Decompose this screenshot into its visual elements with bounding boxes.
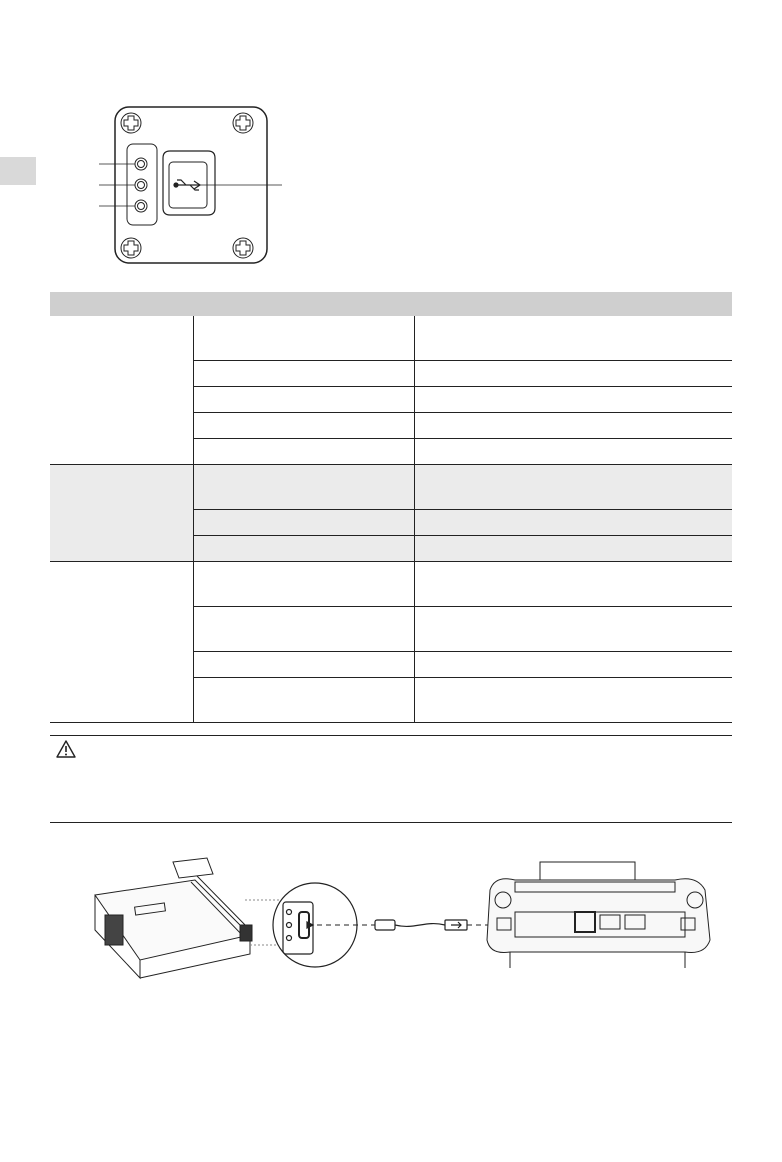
col-header-description (414, 292, 732, 316)
description-cell (414, 413, 732, 439)
description-cell (414, 510, 732, 536)
description-cell (414, 387, 732, 413)
status-cell (193, 465, 414, 510)
status-cell (193, 652, 414, 678)
description-cell (414, 439, 732, 465)
group-label (50, 465, 193, 562)
description-cell (414, 361, 732, 387)
status-cell (193, 678, 414, 723)
status-cell (193, 510, 414, 536)
status-cell (193, 413, 414, 439)
port-panel-diagram (90, 100, 290, 270)
table-header-row (50, 292, 732, 316)
col-header-indicator (50, 292, 193, 316)
description-cell (414, 652, 732, 678)
description-cell (414, 465, 732, 510)
led-status-table (50, 292, 732, 723)
notice-bottom-rule (50, 822, 732, 823)
description-cell (414, 562, 732, 607)
status-cell (193, 607, 414, 652)
status-cell (193, 562, 414, 607)
col-header-status (193, 292, 414, 316)
charging-hub-illustration (95, 858, 252, 978)
connection-figure (85, 850, 725, 985)
table-row (50, 465, 732, 510)
group-label (50, 562, 193, 723)
notice-top-rule (50, 735, 732, 736)
usb-cable-icon (375, 920, 467, 930)
description-cell (414, 607, 732, 652)
table-row (50, 562, 732, 607)
status-cell (193, 361, 414, 387)
language-tab (0, 157, 36, 185)
status-cell (193, 439, 414, 465)
status-cell (193, 536, 414, 562)
warning-triangle-icon (56, 740, 76, 758)
remote-controller-illustration (487, 862, 710, 968)
description-cell (414, 316, 732, 361)
group-label (50, 316, 193, 465)
table-row (50, 316, 732, 361)
description-cell (414, 678, 732, 723)
description-cell (414, 536, 732, 562)
status-cell (193, 387, 414, 413)
status-cell (193, 316, 414, 361)
